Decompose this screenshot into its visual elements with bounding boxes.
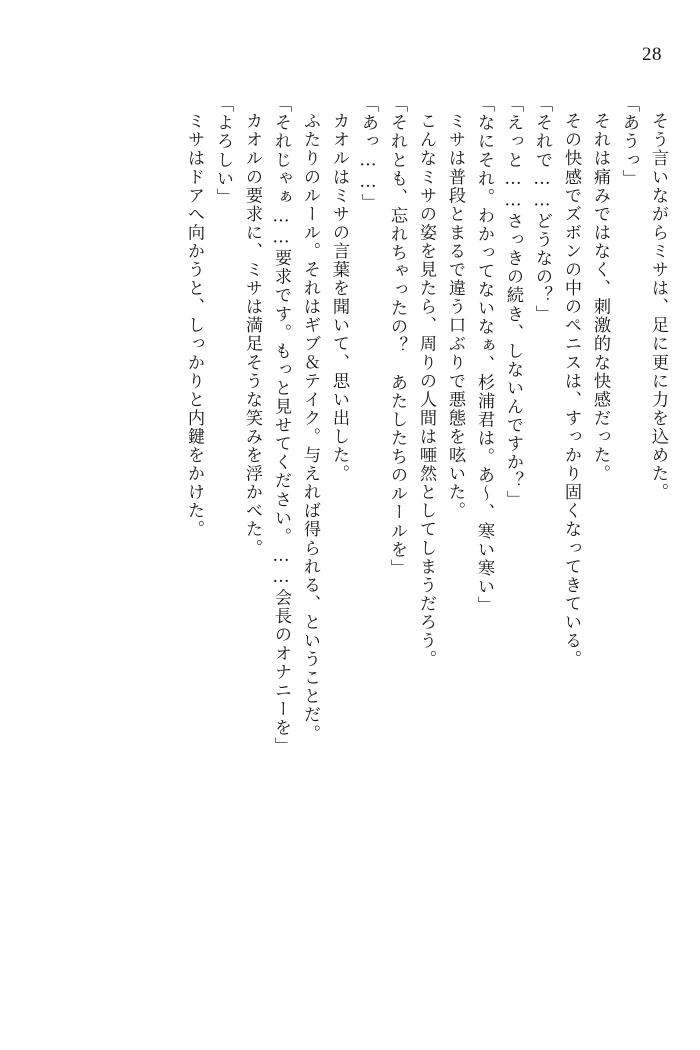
- text-line: 「それで……どうなの？」: [532, 95, 552, 324]
- text-line: そう言いながらミサは、足に更に力を込めた。: [648, 112, 668, 502]
- text-line: 「あうっ」: [619, 95, 639, 188]
- text-line: 「それとも、忘れちゃったの？ あたしたちのルールを」: [387, 95, 407, 578]
- text-line: こんなミサの姿を見たら、周りの人間は唖然としてしまうだろう。: [416, 112, 436, 669]
- text-line: それは痛みではなく、刺激的な快感だった。: [590, 112, 610, 483]
- text-line: 「あっ……」: [358, 95, 378, 212]
- text-line: カオルの要求に、ミサは満足そうな笑みを浮かべた。: [242, 112, 262, 558]
- vertical-text-body: [40, 95, 666, 990]
- text-line: ふたりのルール。それはギブ＆テイク。与えれば得られる、ということだ。: [300, 112, 320, 743]
- page-number: 28: [642, 44, 662, 65]
- text-line: 「それじゃぁ……要求です。もっと見せてください。……会長のオナニーを」: [271, 95, 291, 756]
- text-line: カオルはミサの言葉を聞いて、思い出した。: [329, 112, 349, 483]
- text-line: 「なにそれ。わかってないなぁ、杉浦君は。あ～、寒い寒い」: [474, 95, 494, 615]
- text-line: 「よろしい」: [213, 95, 233, 207]
- text-line: ミサは普段とまるで違う口ぶりで悪態を呟いた。: [445, 112, 465, 521]
- text-line: ミサはドアへ向かうと、しっかりと内鍵をかけた。: [184, 112, 204, 539]
- text-line: 「えっと……さっきの続き、しないんですか？」: [503, 95, 523, 509]
- text-line: その快感でズボンの中のペニスは、すっかり固くなってきている。: [561, 112, 581, 669]
